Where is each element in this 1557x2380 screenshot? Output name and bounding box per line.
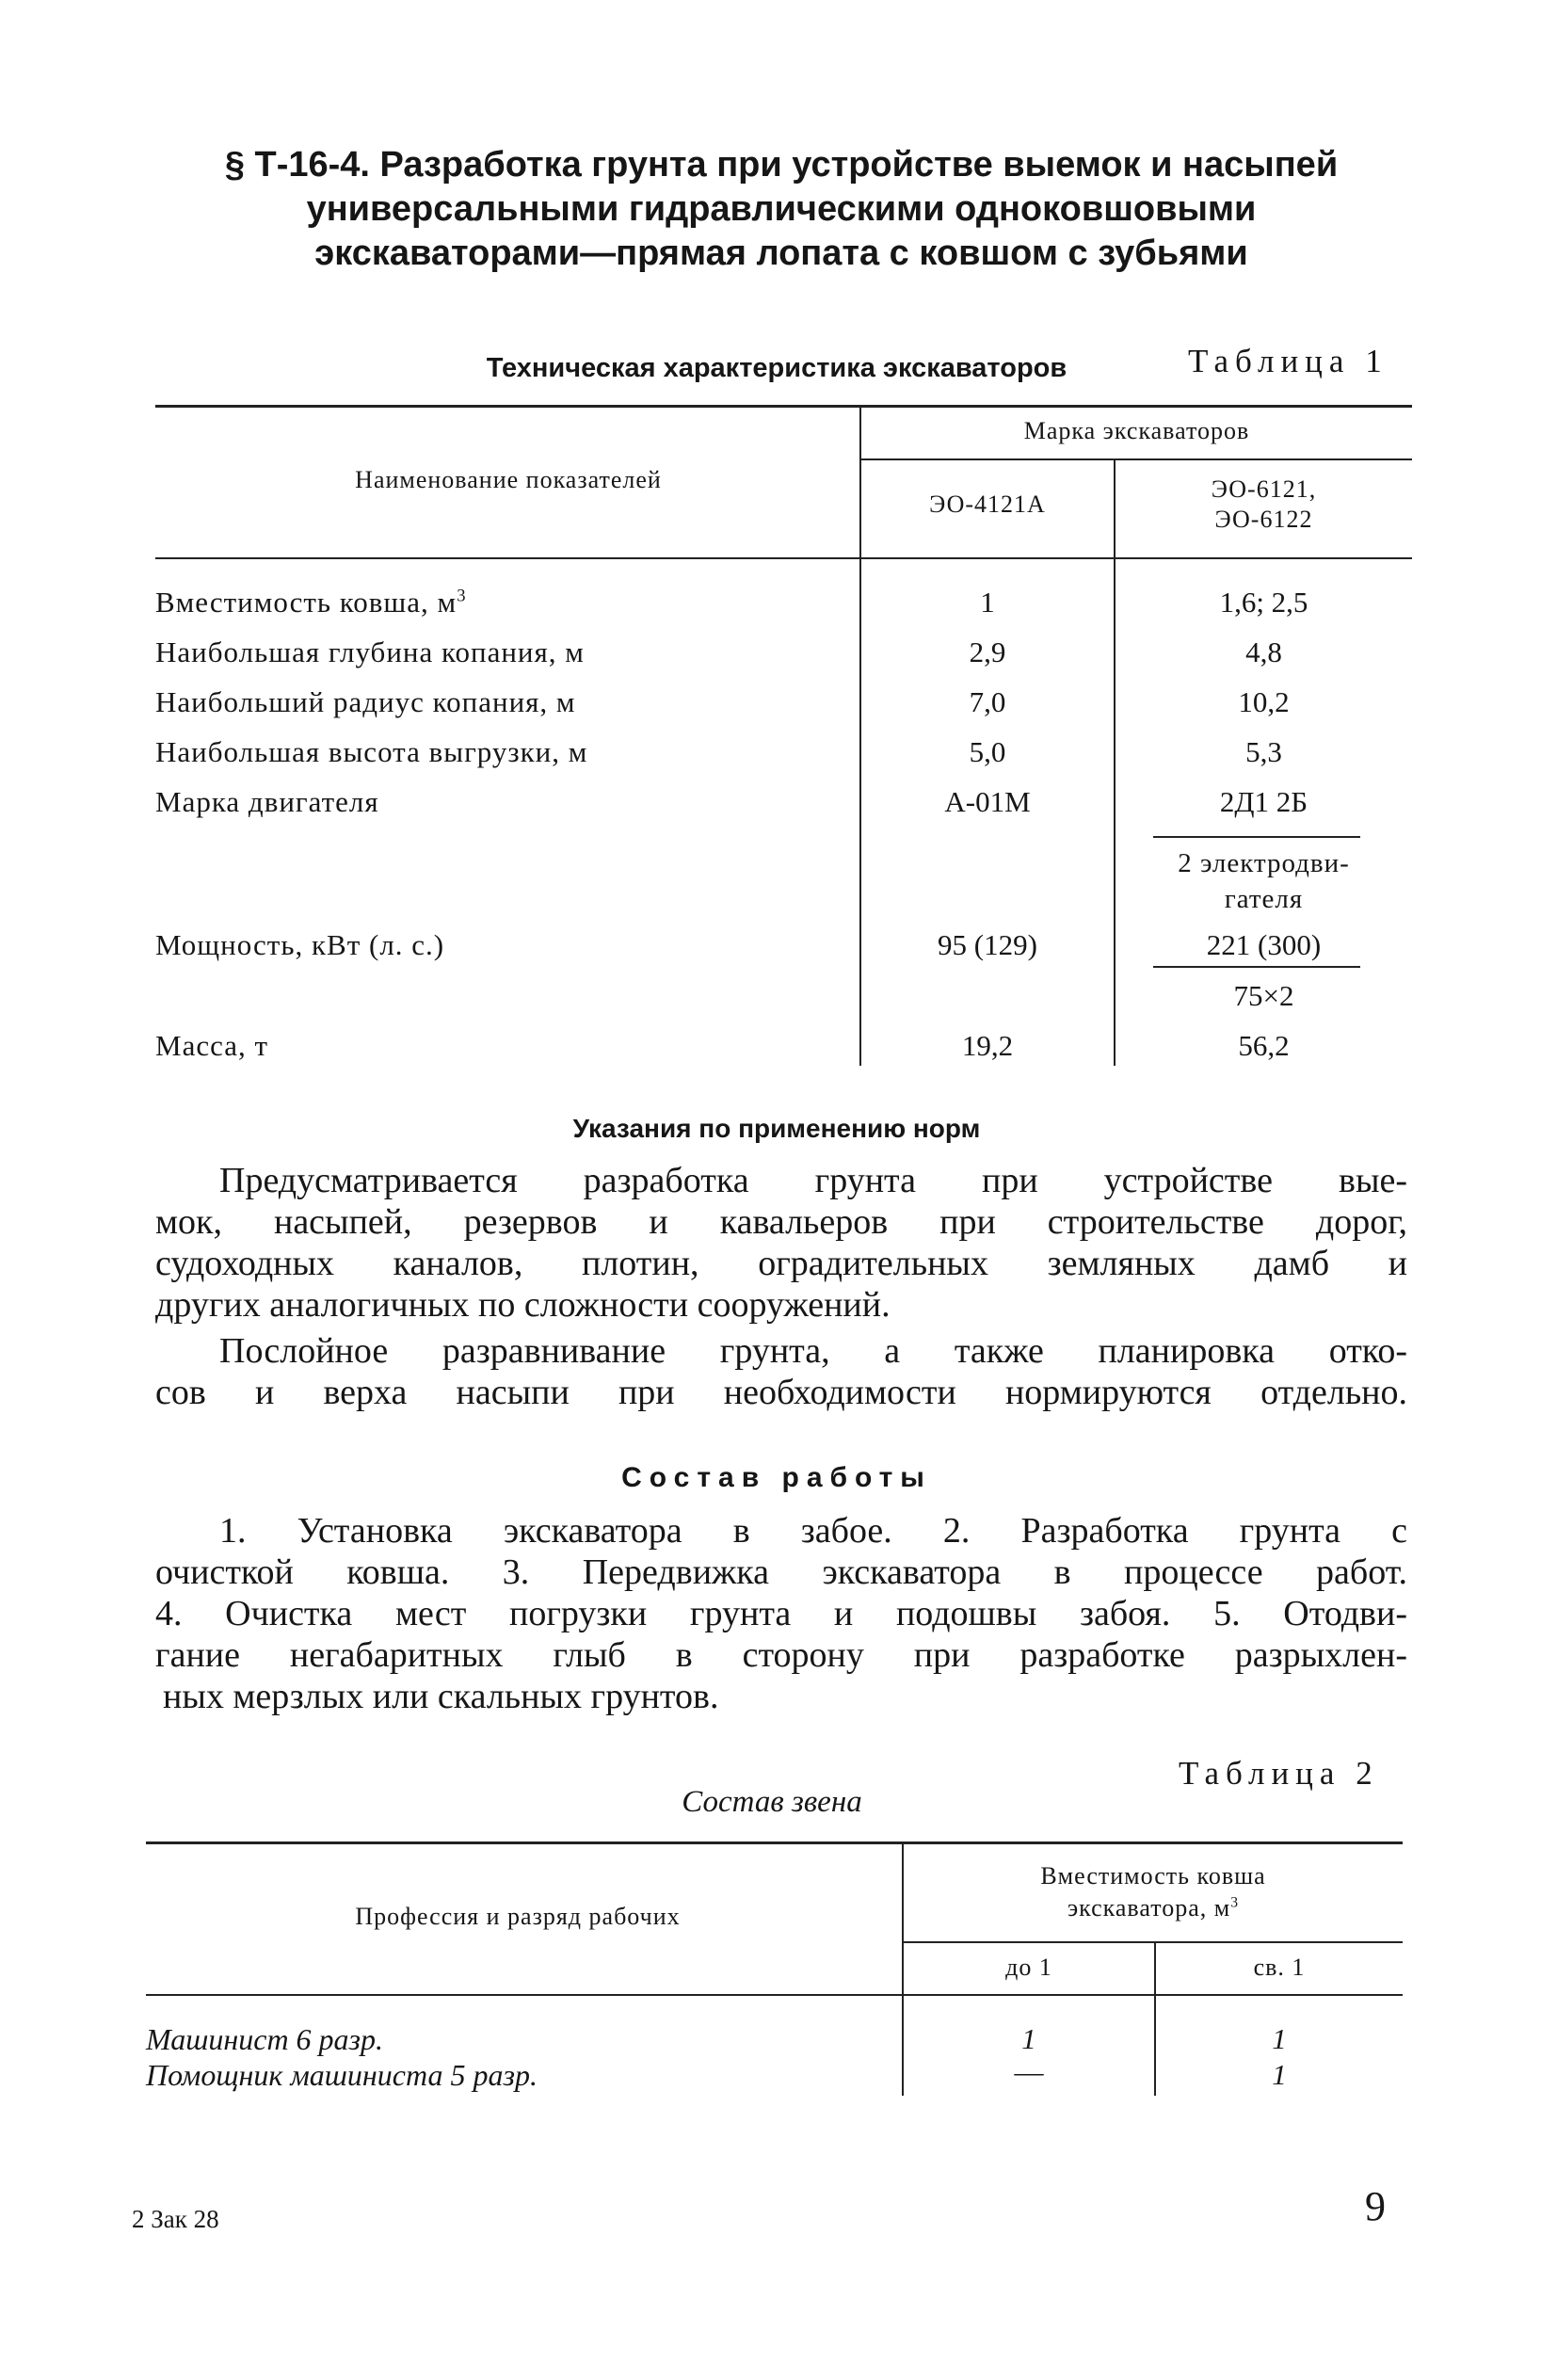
table1-cell: 56,2 bbox=[1238, 1029, 1290, 1062]
paragraph-line: очисткой ковша. 3. Передвижка экскаватора в процессе работ. bbox=[155, 1552, 1407, 1592]
heading-line-2: универсальными гидравлическими одноковшовыми bbox=[306, 189, 1257, 229]
table2-group-rule bbox=[902, 1941, 1403, 1943]
row-label-text: Вместимость ковша, м bbox=[155, 586, 457, 619]
table1-col2-header bbox=[1116, 474, 1412, 535]
paragraph-line: мок, насыпей, резервов и кавальеров при строительстве дорог, bbox=[155, 1202, 1407, 1242]
table2-col-name-header: Профессия и разряд рабочих bbox=[355, 1903, 681, 1930]
footer-print-mark: 2 Зак 28 bbox=[132, 2205, 219, 2233]
table2-group-header bbox=[904, 1860, 1403, 1924]
paragraph-line: 1. Установка экскаватора в забое. 2. Разработка грунта с bbox=[219, 1511, 1407, 1551]
table1-cell-multiline bbox=[1116, 845, 1412, 917]
row-label-sup: 3 bbox=[457, 586, 467, 606]
table1-row-label bbox=[155, 586, 466, 619]
table1-cell: 2,9 bbox=[969, 635, 1006, 668]
heading-line-3: экскаваторами—прямая лопата с ковшом с зубьями bbox=[314, 233, 1248, 273]
table1-cell: 1 bbox=[980, 586, 995, 619]
paragraph-line: гание негабаритных глыб в сторону при разработке разрыхлен- bbox=[155, 1635, 1407, 1675]
paragraph-line: 4. Очистка мест погрузки грунта и подошвы забоя. 5. Отодви- bbox=[155, 1594, 1407, 1633]
guidance-paragraph-2 bbox=[155, 1330, 1407, 1413]
table2-cell: — bbox=[1014, 2055, 1044, 2088]
table1-row-label: Масса, т bbox=[155, 1029, 269, 1062]
table1-cell: 75×2 bbox=[1233, 979, 1294, 1012]
table2-row-label: Помощник машиниста 5 разр. bbox=[146, 2058, 538, 2092]
paragraph-line: ных мерзлых или скальных грунтов. bbox=[163, 1677, 719, 1716]
table2-row-label: Машинист 6 разр. bbox=[146, 2022, 384, 2056]
table1-cell-rule bbox=[1153, 836, 1360, 838]
guidance-paragraph-1 bbox=[155, 1160, 1407, 1326]
table1-cell: 1,6; 2,5 bbox=[1219, 586, 1308, 619]
table2-top-rule bbox=[146, 1841, 1403, 1844]
table1-header-rule bbox=[155, 557, 1412, 559]
table1-group-rule bbox=[859, 458, 1412, 460]
table1-row-label: Наибольший радиус копания, м bbox=[155, 685, 576, 718]
table1-cell: 10,2 bbox=[1238, 685, 1290, 718]
table1-cell: 2Д1 2Б bbox=[1219, 785, 1308, 818]
table1-row-label: Наибольшая высота выгрузки, м bbox=[155, 735, 588, 768]
work-paragraph bbox=[155, 1510, 1407, 1717]
table1-cell: 95 (129) bbox=[938, 928, 1037, 961]
work-title: Состав работы bbox=[621, 1462, 932, 1493]
table2-title: Состав звена bbox=[682, 1785, 862, 1819]
table2-cell: 1 bbox=[1021, 2022, 1036, 2055]
table1-row-label: Марка двигателя bbox=[155, 785, 379, 818]
paragraph-line: судоходных каналов, плотин, оградительных земляных дамб и bbox=[155, 1244, 1407, 1283]
table2-col2-header: св. 1 bbox=[1253, 1954, 1306, 1981]
table1-cell-line: гателя bbox=[1224, 884, 1304, 914]
table1-cell: 5,0 bbox=[969, 735, 1006, 768]
page-number: 9 bbox=[1365, 2183, 1386, 2229]
table1-label: Таблица 1 bbox=[1188, 343, 1388, 379]
table1-cell-line: 2 электродви- bbox=[1178, 848, 1350, 878]
table2-group-header-line2 bbox=[904, 1892, 1403, 1924]
heading-line-1: § Т-16-4. Разработка грунта при устройстве выемок и насыпей bbox=[224, 145, 1339, 185]
guidance-title: Указания по применению норм bbox=[572, 1114, 981, 1143]
table1-cell: 4,8 bbox=[1245, 635, 1282, 668]
table2-label: Таблица 2 bbox=[1179, 1755, 1379, 1792]
table1-row-label: Мощность, кВт (л. с.) bbox=[155, 928, 445, 961]
table1-cell: А-01М bbox=[944, 785, 1031, 818]
table1-cell-rule bbox=[1153, 966, 1360, 968]
table2-cell: 1 bbox=[1272, 2022, 1287, 2055]
table1-cell: 221 (300) bbox=[1206, 928, 1322, 961]
section-heading bbox=[141, 143, 1421, 276]
table1-col2-header-line1: ЭО-6121, bbox=[1211, 475, 1317, 503]
table1-cell: 5,3 bbox=[1245, 735, 1282, 768]
table1-title: Техническая характеристика экскаваторов bbox=[486, 353, 1067, 383]
paragraph-line: Послойное разравнивание грунта, а также планировка отко- bbox=[219, 1331, 1407, 1371]
paragraph-line: других аналогичных по сложности сооружений. bbox=[155, 1285, 891, 1325]
table2-col1-header: до 1 bbox=[1005, 1954, 1052, 1981]
table1-col1-header: ЭО-4121А bbox=[929, 490, 1046, 518]
header-text: экскаватора, м bbox=[1067, 1894, 1231, 1922]
table1-group-header: Марка экскаваторов bbox=[1023, 417, 1250, 444]
table2-header-rule bbox=[146, 1994, 1403, 1996]
table1-cell: 7,0 bbox=[969, 685, 1006, 718]
paragraph-line: сов и верха насыпи при необходимости нормируются отдельно. bbox=[155, 1373, 1407, 1412]
paragraph-line: Предусматривается разработка грунта при устройстве вые- bbox=[219, 1161, 1407, 1200]
table1-col-name-header: Наименование показателей bbox=[355, 466, 662, 493]
table1-top-rule bbox=[155, 405, 1412, 408]
table2-group-header-line1: Вместимость ковша bbox=[1040, 1862, 1266, 1890]
table1-cell: 19,2 bbox=[961, 1029, 1014, 1062]
table1-row-label: Наибольшая глубина копания, м bbox=[155, 635, 585, 668]
table2-cell: 1 bbox=[1272, 2058, 1287, 2091]
header-sup: 3 bbox=[1230, 1894, 1240, 1911]
table1-col2-header-line2: ЭО-6122 bbox=[1214, 506, 1313, 533]
